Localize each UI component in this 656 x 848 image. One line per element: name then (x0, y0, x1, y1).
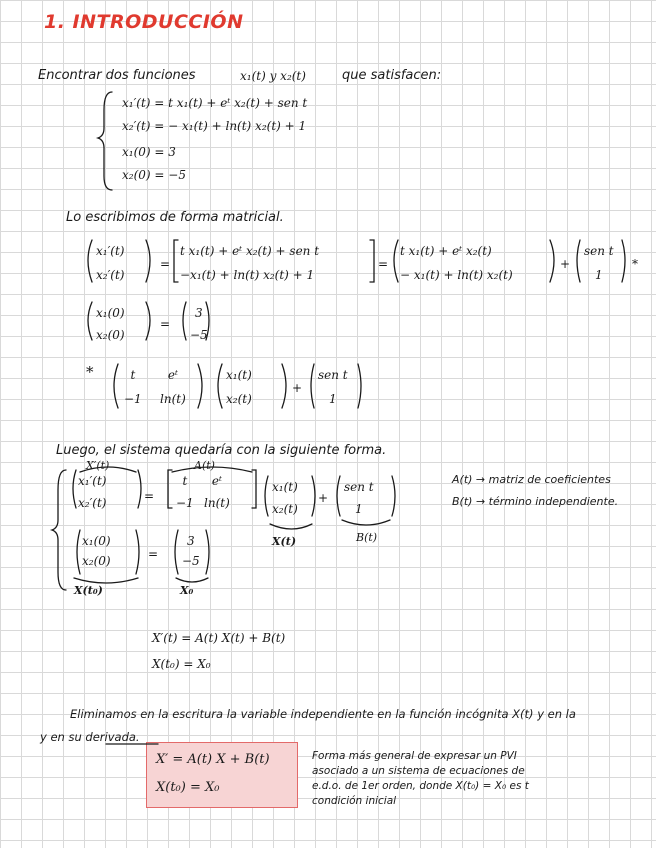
luego-text: Luego, el sistema quedaría con la siguiente forma. (56, 443, 387, 458)
m1-rhs1: t x₁(t) + eᵗ x₂(t) − x₁(t) + ln(t) x₂(t) (400, 244, 513, 282)
fs-plus: + (318, 491, 329, 505)
fs-eq: = (144, 489, 155, 503)
m1-plus: + (560, 257, 571, 271)
m2-eq: = (160, 317, 171, 331)
fs-X: x₁(t) x₂(t) (272, 480, 298, 516)
m1-mid: t x₁(t) + eᵗ x₂(t) + sen t −x₁(t) + ln(t) x₂(t) + 1 (180, 244, 320, 282)
matrix-intro: Lo escribimos de forma matricial. (66, 210, 284, 225)
label-X: X(t) (272, 535, 297, 548)
label-Xt0: X(t₀) (74, 584, 103, 597)
fs-lhs: x₁′(t) x₂′(t) (78, 474, 107, 510)
m3-A-col1: t −1 (124, 368, 142, 406)
elim-line-2: y en su derivada. (40, 730, 140, 744)
note-A: A(t) → matriz de coeficientes (452, 473, 611, 486)
m1-rhs2: sen t 1 (584, 244, 614, 282)
page-title: 1. INTRODUCCIÓN (44, 11, 244, 33)
intro-text: Encontrar dos funciones (38, 68, 196, 83)
m2-lhs: x₁(0) x₂(0) (96, 306, 125, 342)
m3-X: x₁(t) x₂(t) (226, 368, 252, 406)
fs-A-col2: eᵗ ln(t) (204, 474, 230, 510)
label-A: A(t) (194, 459, 215, 472)
m3-plus: + (292, 381, 303, 395)
compact-init: X(t₀) = X₀ (152, 657, 211, 671)
m3-star: * (86, 363, 94, 381)
intro-tail: que satisfacen: (342, 68, 442, 83)
compact-eq: X′(t) = A(t) X(t) + B(t) (152, 631, 286, 645)
system-init-2: x₂(0) = −5 (122, 168, 186, 182)
boxed-init: X(t₀) = X₀ (156, 780, 220, 795)
elim-line-1: Eliminamos en la escritura la variable independiente en la función incógnita X(t) y en la (70, 707, 576, 721)
m1-eq2: = (378, 257, 389, 271)
label-Xprime: X′(t) (86, 459, 110, 472)
m2-rhs: 3 −5 (190, 306, 208, 342)
label-B: B(t) (356, 531, 378, 544)
box-note: Forma más general de expresar un PVI asociado a un sistema de ecuaciones de e.d.o. de 1er orden, donde X(t₀) = X₀ es t condición inicial (312, 750, 529, 807)
label-X0: X₀ (180, 584, 194, 597)
boxed-eq: X′ = A(t) X + B(t) (156, 752, 270, 767)
fs-init-eq: = (148, 547, 159, 561)
intro-functions: x₁(t) y x₂(t) (240, 69, 306, 83)
m1-eq: = (160, 257, 171, 271)
fs-init-rhs: 3 −5 (182, 534, 200, 568)
m1-lhs: x₁′(t) x₂′(t) (96, 244, 125, 282)
system-eq-1: x₁′(t) = t x₁(t) + eᵗ x₂(t) + sen t (122, 96, 308, 110)
fs-init-lhs: x₁(0) x₂(0) (82, 534, 111, 568)
system-eq-2: x₂′(t) = − x₁(t) + ln(t) x₂(t) + 1 (122, 119, 307, 133)
system-init-1: x₁(0) = 3 (122, 145, 176, 159)
m1-star: * (632, 257, 638, 271)
m3-B: sen t 1 (318, 368, 348, 406)
m3-A-col2: eᵗ ln(t) (160, 368, 186, 406)
fs-B: sen t 1 (344, 480, 374, 516)
note-B: B(t) → término independiente. (452, 495, 619, 508)
fs-A-col1: t −1 (176, 474, 194, 510)
